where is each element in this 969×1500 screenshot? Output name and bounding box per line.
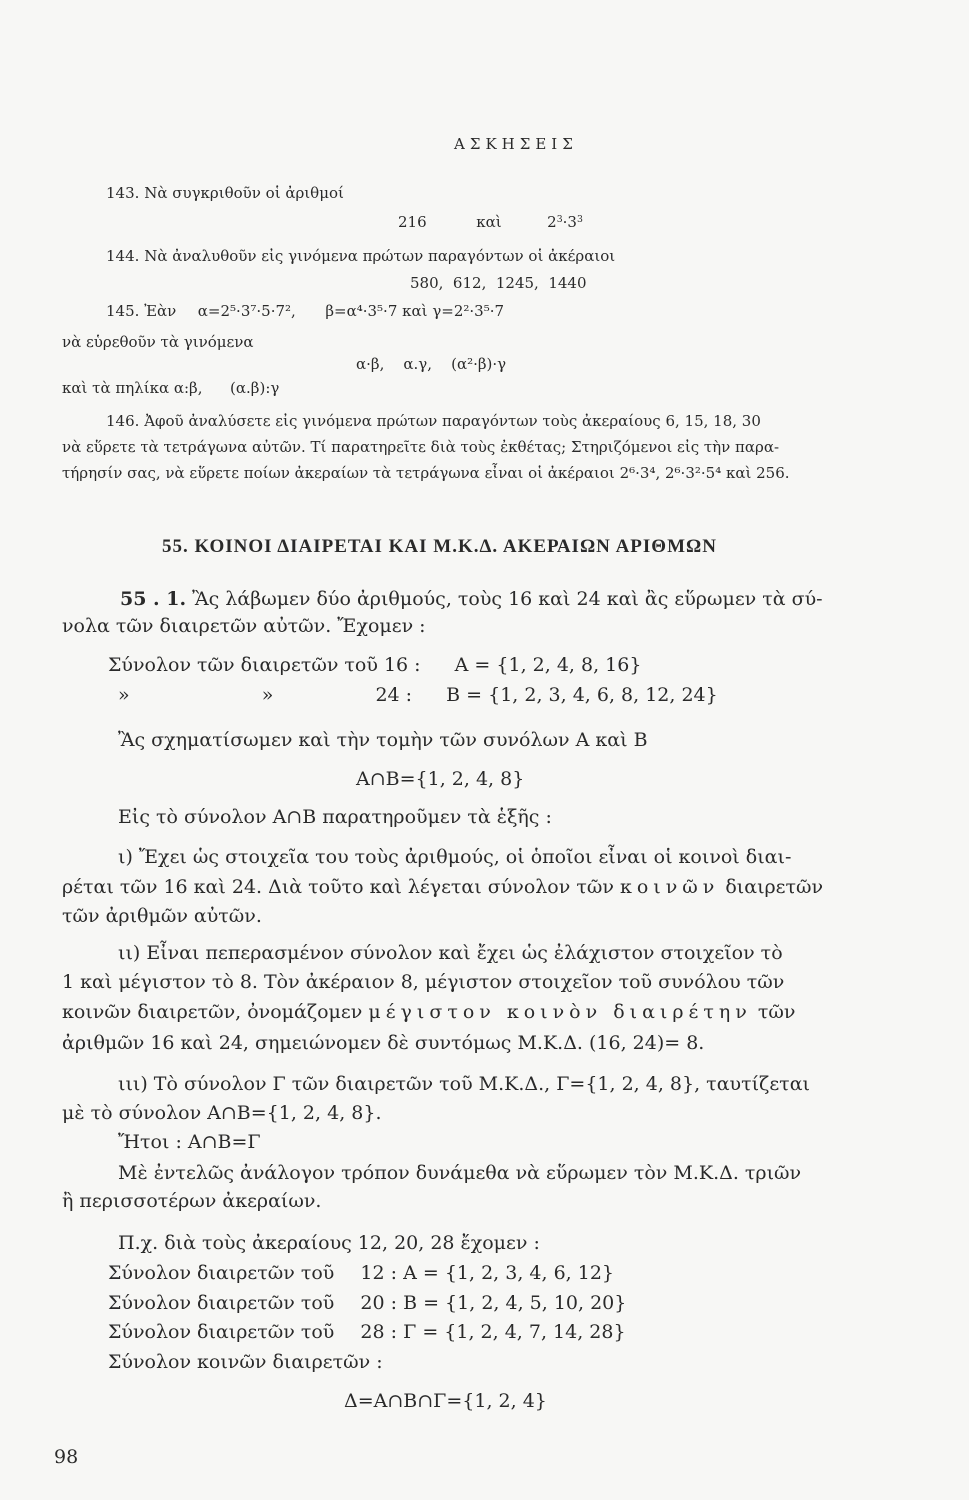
exercise-145-quotients [62, 381, 279, 396]
emphasized-term: κοινῶν [619, 876, 720, 898]
exercise-143-text: Νὰ συγκριθοῦν οἱ ἀριθμοί [144, 184, 344, 202]
paragraph-text: Ἂς λάβωμεν δύο ἀριθμούς, τοὺς 16 καὶ 24 καὶ ἂς εὕρωμεν τὰ σύ- [192, 588, 823, 610]
exercise-144-number: 144. [106, 247, 140, 265]
point-i-line-3: τῶν ἀριθμῶν αὐτῶν. [62, 905, 262, 927]
paragraph-55-1-line-2: νολα τῶν διαιρετῶν αὐτῶν. Ἔχομεν : [62, 615, 426, 637]
exercise-143-compare [398, 215, 583, 230]
gamma-definition: γ=2²·3⁵·7 [432, 302, 505, 320]
section-title: 55. ΚΟΙΝΟΙ ΔΙΑΙΡΕΤΑΙ ΚΑΙ Μ.Κ.Δ. ΑΚΕΡΑΙΩΝ ΑΡΙΘΜΩΝ [162, 536, 717, 557]
page-number: 98 [54, 1446, 79, 1468]
point-ii-text-end: τῶν [757, 1001, 796, 1023]
exercise-146-line-1 [106, 414, 761, 429]
exercise-146-line-3: τήρησίν σας, νὰ εὕρετε ποίων ἀκεραίων τὰ τετράγωνα εἶναι οἱ ἀκέραιοι 2⁶·3⁴, 2⁶·3²·5⁴ καὶ 256. [62, 464, 790, 482]
intersection-intro: Ἂς σχηματίσωμεν καὶ τὴν τομὴν τῶν συνόλων Α καὶ Β [118, 729, 648, 751]
example-row-value: : Α = {1, 2, 3, 4, 6, 12} [390, 1262, 615, 1284]
point-ii-line-1: ιι) Εἶναι πεπερασμένον σύνολον καὶ ἔχει ὡς ἐλάχιστον στοιχεῖον τὸ [118, 942, 783, 964]
point-ii-line-4: ἀριθμῶν 16 καὶ 24, σημειώνομεν δὲ συντόμως Μ.Κ.Δ. (16, 24)= 8. [62, 1032, 705, 1054]
example-row-value: : Β = {1, 2, 4, 5, 10, 20} [390, 1292, 627, 1314]
exercise-143-number: 143. [106, 184, 140, 202]
exercise-145-products: α·β, α.γ, (α²·β)·γ [356, 355, 507, 373]
quotients-rest: (α.β):γ [230, 379, 280, 397]
point-i-text-end: διαιρετῶν [725, 876, 824, 898]
ditto-mark: » [261, 684, 274, 706]
exercise-145 [106, 304, 504, 319]
exercise-145-lead: Ἐὰν [144, 302, 177, 320]
paragraph-55-1-line-1 [120, 590, 823, 609]
set-a-row [108, 656, 641, 675]
intersection-equation: Α∩Β={1, 2, 4, 8} [356, 768, 525, 790]
exercise-144-values: 580, 612, 1245, 1440 [410, 274, 587, 292]
emphasized-term: μέγιστον κοινὸν διαιρέτην [368, 1001, 752, 1023]
set-b-row [118, 686, 718, 705]
example-row-number: 12 [360, 1262, 385, 1284]
point-i-line-1: ι) Ἔχει ὡς στοιχεῖα του τοὺς ἀριθμούς, οἱ ὁποῖοι εἶναι οἱ κοινοὶ διαι- [118, 846, 792, 868]
exercises-heading: ΑΣΚΗΣΕΙΣ [454, 135, 578, 153]
point-ii-line-2: 1 καὶ μέγιστον τὸ 8. Τὸν ἀκέραιον 8, μέγιστον στοιχεῖον τοῦ συνόλου τῶν [62, 971, 785, 993]
set-a-value: Α = {1, 2, 4, 8, 16} [454, 654, 642, 676]
example-row-28 [108, 1323, 626, 1342]
set-b-label: 24 : [375, 684, 413, 706]
exercise-146-text-1: Ἀφοῦ ἀναλύσετε εἰς γινόμενα πρώτων παραγόντων τοὺς ἀκεραίους 6, 15, 18, 30 [144, 412, 761, 430]
similar-line-2: ἢ περισσοτέρων ἀκεραίων. [62, 1190, 322, 1212]
exercise-143 [106, 186, 344, 201]
quotients-label: καὶ τὰ πηλίκα α:β, [62, 379, 203, 397]
word-kai: καὶ [476, 213, 502, 232]
value-power-expression: $2^3\cdot 3^3$ [547, 213, 583, 232]
value-216: 216 [398, 213, 427, 232]
point-i-text: ρέται τῶν 16 καὶ 24. Διὰ τοῦτο καὶ λέγεται σύνολον τῶν [62, 876, 614, 898]
observation-intro: Εἰς τὸ σύνολον Α∩Β παρατηροῦμεν τὰ ἑξῆς : [118, 806, 552, 828]
exercise-144 [106, 249, 615, 264]
point-i-line-2 [62, 878, 823, 897]
point-iii-line-2: μὲ τὸ σύνολον Α∩Β={1, 2, 4, 8}. [62, 1102, 382, 1124]
beta-definition: β=α⁴·3⁵·7 [325, 302, 398, 320]
exercise-145-find-products: νὰ εὑρεθοῦν τὰ γινόμενα [62, 333, 254, 351]
point-iii-line-1: ιιι) Τὸ σύνολον Γ τῶν διαιρετῶν τοῦ Μ.Κ.Δ., Γ={1, 2, 4, 8}, ταυτίζεται [118, 1073, 810, 1095]
example-row-12 [108, 1264, 614, 1283]
example-row-label: Σύνολον διαιρετῶν τοῦ [108, 1292, 335, 1314]
paragraph-number: 55 . 1. [120, 588, 187, 610]
example-row-number: 28 [360, 1321, 385, 1343]
example-row-label: Σύνολον διαιρετῶν τοῦ [108, 1321, 335, 1343]
exercise-144-text: Νὰ ἀναλυθοῦν εἰς γινόμενα πρώτων παραγόντων οἱ ἀκέραιοι [144, 247, 616, 265]
example-row-label: Σύνολον διαιρετῶν τοῦ [108, 1262, 335, 1284]
exercise-146-line-2: νὰ εὕρετε τὰ τετράγωνα αὐτῶν. Τί παρατηρεῖτε διὰ τοὺς ἐκθέτας; Στηριζόμενοι εἰς τὴν παρα- [62, 438, 780, 456]
example-row-value: : Γ = {1, 2, 4, 7, 14, 28} [390, 1321, 626, 1343]
point-ii-text: κοινῶν διαιρετῶν, ὀνομάζομεν [62, 1001, 363, 1023]
example-row-number: 20 [360, 1292, 385, 1314]
word-kai: καὶ [402, 302, 428, 320]
example-row-20 [108, 1294, 626, 1313]
set-a-label: Σύνολον τῶν διαιρετῶν τοῦ 16 : [108, 654, 421, 676]
set-b-value: Β = {1, 2, 3, 4, 6, 8, 12, 24} [446, 684, 718, 706]
alpha-definition: α=2⁵·3⁷·5·7², [197, 302, 296, 320]
exercise-146-number: 146. [106, 412, 140, 430]
example-intro: Π.χ. διὰ τοὺς ἀκεραίους 12, 20, 28 ἔχομεν : [118, 1232, 540, 1254]
point-ii-line-3 [62, 1003, 795, 1022]
common-divisors-label: Σύνολον κοινῶν διαιρετῶν : [108, 1351, 383, 1373]
hitoi-line: Ἤτοι : Α∩Β=Γ [118, 1131, 261, 1153]
common-divisors-equation: Δ=Α∩Β∩Γ={1, 2, 4} [344, 1390, 547, 1412]
ditto-mark: » [118, 684, 130, 706]
similar-line-1: Μὲ ἐντελῶς ἀνάλογον τρόπον δυνάμεθα νὰ εὕρωμεν τὸν Μ.Κ.Δ. τριῶν [118, 1162, 802, 1184]
exercise-145-number: 145. [106, 302, 140, 320]
